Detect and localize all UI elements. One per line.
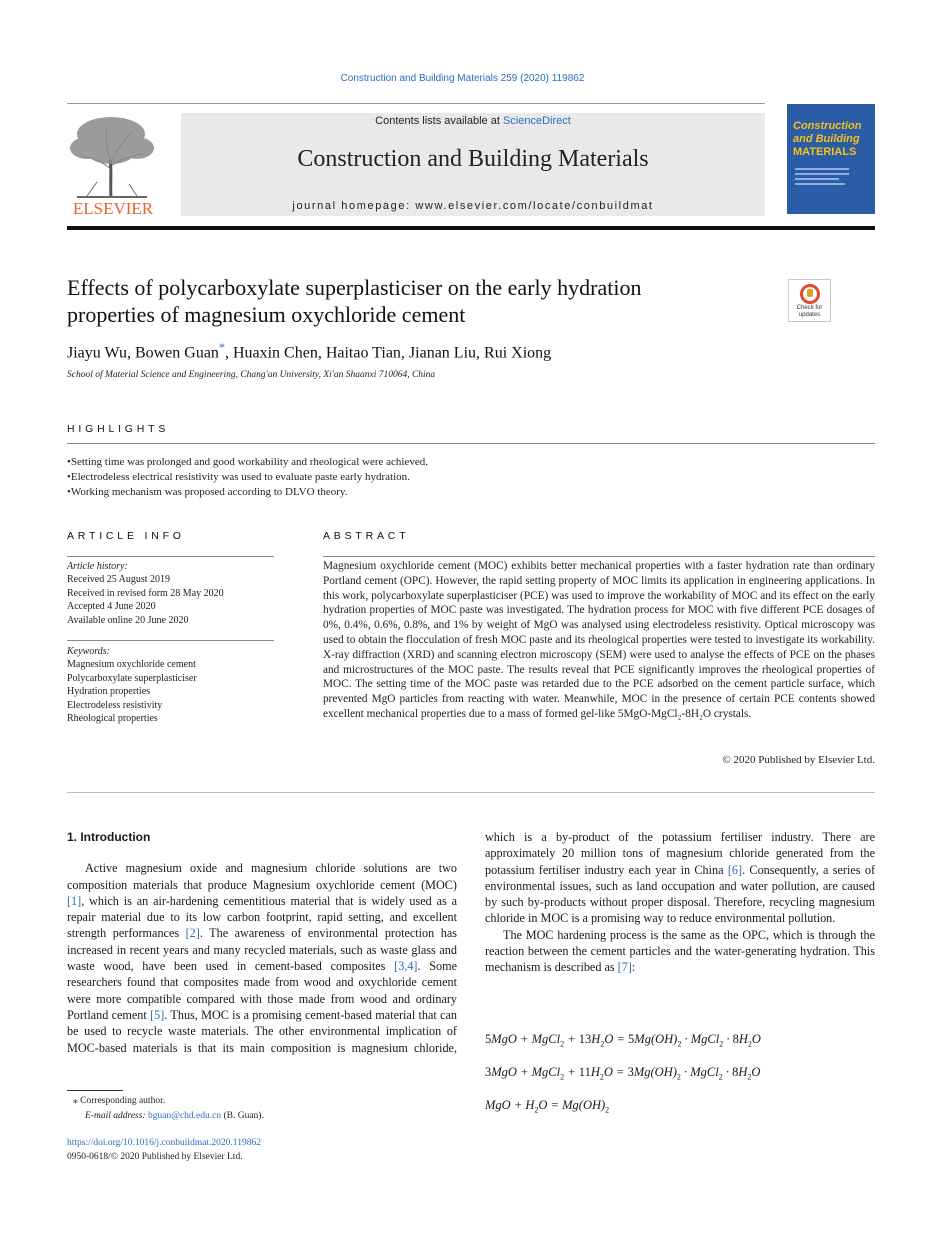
contents-prefix: Contents lists available at xyxy=(375,115,503,127)
intro-column-right xyxy=(485,829,875,1028)
abstract-rule xyxy=(323,556,875,557)
front-matter-end-rule xyxy=(67,792,875,793)
intro-paragraph: The MOC hardening process is the same as the OPC, which is through the reaction between the cement particles and the water-generating hydration. This mechanism is described as [7]: xyxy=(485,927,875,975)
citation-link[interactable]: [3,4] xyxy=(394,959,418,974)
journal-citation[interactable]: Construction and Building Materials 259 (2020) 119862 xyxy=(340,73,585,84)
abstract-body: Magnesium oxychloride cement (MOC) exhibits better mechanical properties with a faster hydration rate than ordinary Portland cement (OPC). However, the rapid setting property of MOC limits its application in engineering applications. In this work, polycarboxylate superplasticiser (PCE) was used to improve the workability of MOC and its effect on the early hydration properties of MOC paste was investigated. The hydration process for MOC with five different PCE dosages of 0%, 0.4%, 0.6%, 0.8%, and 1% by weight of MgO was analysed using electrodeless resistivity. Optical microscopy was used to obtain the flocculation of fresh MOC paste and its rheological properties were tested to investigate its workability. X-ray diffraction (XRD) and scanning electron microscopy (SEM) were used to analyse the effects of PCE on the phases and microstructures of the MOC paste. The results reveal that PCE significantly improves the rheological properties of MOC. The setting time of the MOC paste was retarded due to the PCE adsorbed on the cement particle surface, which prevented MgO particles from reacting with water. Meanwhile, MOC in the presence of certain PCE contents showed excellent mechanical properties due to a mass of formed gel-like xyxy=(323,560,875,720)
corresponding-note: ⁎ Corresponding author. xyxy=(73,1096,166,1106)
elsevier-tree-icon xyxy=(67,112,159,216)
journal-banner xyxy=(181,113,765,216)
history-item: Received in revised form 28 May 2020 xyxy=(67,587,224,599)
equation-2: 3MgO + MgCl$_2$ + $11H_2O = 3Mg(OH)_2$ · MgCl$_2$ · $8H_2O$ xyxy=(485,1065,761,1082)
keyword-item: Magnesium oxychloride cement xyxy=(67,659,196,671)
authors-rest: , Huaxin Chen, Haitao Tian, Jianan Liu, Rui Xiong xyxy=(224,344,552,362)
publisher-name: ELSEVIER xyxy=(72,199,154,216)
intro-column-left xyxy=(67,829,457,1057)
badge-line: updates xyxy=(798,312,821,318)
cover-fineprint xyxy=(795,173,849,175)
history-label: Article history: xyxy=(67,561,128,572)
article-info-rule xyxy=(67,556,274,557)
abstract-text xyxy=(323,559,875,722)
footnote xyxy=(67,1094,264,1123)
cover-title-line: Construction xyxy=(793,120,862,132)
email-note: E-mail address: bguan@chd.edu.cn (B. Guan). xyxy=(85,1110,264,1121)
header-rule xyxy=(67,103,765,104)
citation-link[interactable]: [1] xyxy=(67,893,82,908)
header-thick-rule xyxy=(67,226,875,230)
history-item: Received 25 August 2019 xyxy=(67,574,171,586)
footnote-rule xyxy=(67,1090,123,1091)
sciencedirect-link[interactable]: ScienceDirect xyxy=(502,115,571,127)
citation-link[interactable]: [2] xyxy=(185,926,200,941)
badge-line: Check for xyxy=(796,305,823,311)
history-item: Accepted 4 June 2020 xyxy=(67,601,156,613)
journal-homepage[interactable]: journal homepage: www.elsevier.com/locate/conbuildmat xyxy=(292,200,654,212)
update-icon xyxy=(800,284,820,304)
keyword-item: Hydration properties xyxy=(67,686,151,698)
authors-first: Jiayu Wu, Bowen Guan xyxy=(67,344,219,362)
citation-link[interactable]: [5] xyxy=(150,1007,165,1022)
keyword-item: Polycarboxylate superplasticiser xyxy=(67,672,197,684)
highlights-rule xyxy=(67,443,875,444)
crystal-formula: 5MgO-MgCl₂-8H₂O xyxy=(617,707,712,720)
article-title xyxy=(67,274,767,328)
citation-link[interactable]: [7] xyxy=(617,960,632,975)
keywords-rule xyxy=(67,640,274,641)
highlight-item: • Setting time was prolonged and good workability and rheological were achieved. xyxy=(67,455,428,470)
author-list xyxy=(67,340,551,362)
abstract-end: crystals. xyxy=(711,707,752,720)
issn-line: 0950-0618/© 2020 Published by Elsevier Ltd. xyxy=(67,1151,243,1162)
badge-label xyxy=(789,305,830,319)
cover-subtitle: MATERIALS xyxy=(793,146,857,158)
doi-link[interactable]: https://doi.org/10.1016/j.conbuildmat.2020.119862 xyxy=(67,1138,261,1148)
section-heading: 1. Introduction xyxy=(67,830,151,844)
cover-fineprint xyxy=(795,183,845,185)
affiliation: School of Material Science and Engineering, Chang'an University, Xi'an Shaanxi 710064, China xyxy=(67,370,436,380)
intro-paragraph-continued: which is a by-product of the potassium fertiliser industry. There are approximately 20 million tons of magnesium chloride generated from the potassium fertiliser industry each year in China [6]. Consequently, a series of environmental issues, such as land occupation and water pollution, are caused by such by-products without proper disposal. Therefore, recycling magnesium chloride in MOC is a promising way to reduce environmental pollution. xyxy=(485,829,875,926)
elsevier-logo xyxy=(67,112,159,216)
keywords-list xyxy=(67,645,197,725)
highlight-item: • Electrodeless electrical resistivity was used to evaluate paste early hydration. xyxy=(67,470,428,485)
journal-name: Construction and Building Materials xyxy=(297,146,649,172)
history-item: Available online 20 June 2020 xyxy=(67,614,189,626)
title-line: properties of magnesium oxychloride cement xyxy=(67,302,466,327)
keyword-item: Electrodeless resistivity xyxy=(67,699,163,711)
highlights-list xyxy=(67,455,428,500)
cover-title xyxy=(793,120,861,146)
keywords-label: Keywords: xyxy=(67,646,110,657)
abstract-heading: ABSTRACT xyxy=(323,530,410,542)
article-info-heading: ARTICLE INFO xyxy=(67,530,185,542)
cover-title-line: and Building xyxy=(793,133,860,145)
abstract-copyright: © 2020 Published by Elsevier Ltd. xyxy=(722,754,875,766)
title-line: Effects of polycarboxylate superplasticiser on the early hydration xyxy=(67,275,642,300)
equation-3: MgO + $H_2O = Mg(OH)_2$ xyxy=(485,1098,610,1115)
doi-block xyxy=(67,1137,261,1164)
equation-1: 5MgO + MgCl$_2$ + $13H_2O = 5Mg(OH)_2$ · MgCl$_2$ · $8H_2O$ xyxy=(485,1032,761,1049)
keyword-item: Rheological properties xyxy=(67,713,158,725)
journal-cover[interactable] xyxy=(787,104,875,214)
corresponding-author-link[interactable]: * xyxy=(218,340,225,354)
check-for-updates-badge[interactable] xyxy=(788,279,831,322)
intro-paragraph: Active magnesium oxide and magnesium chloride solutions are two composition materials that produce Magnesium oxychloride cement (MOC) [1], which is an air-hardening cementitious material that is widely used as a repair material due to its low carbon footprint, rapid setting, and excellent strength performances [2]. The awareness of environmental protection has increased in recent years and many recycled materials, such as waste glass and waste wood, have been used in cement-based composites [3,4]. Some researchers found that composites made from wood and oxychloride cement were more compatible compared with those made from wood and ordinary Portland cement [5]. Thus, MOC is a promising cement-based material that can be used to recycle waste materials. The other environmental implication of MOC-based materials is that its main composition is magnesium chloride, xyxy=(67,861,457,1055)
article-history xyxy=(67,560,224,627)
cover-fineprint xyxy=(795,178,839,180)
contents-line xyxy=(181,115,765,127)
cover-fineprint xyxy=(795,168,849,170)
email-link[interactable]: bguan@chd.edu.cn xyxy=(147,1110,222,1121)
highlights-heading: HIGHLIGHTS xyxy=(67,423,170,435)
highlight-item: • Working mechanism was proposed according to DLVO theory. xyxy=(67,485,428,500)
intro-flow-continuation xyxy=(485,829,875,976)
citation-link[interactable]: [6] xyxy=(727,862,743,877)
